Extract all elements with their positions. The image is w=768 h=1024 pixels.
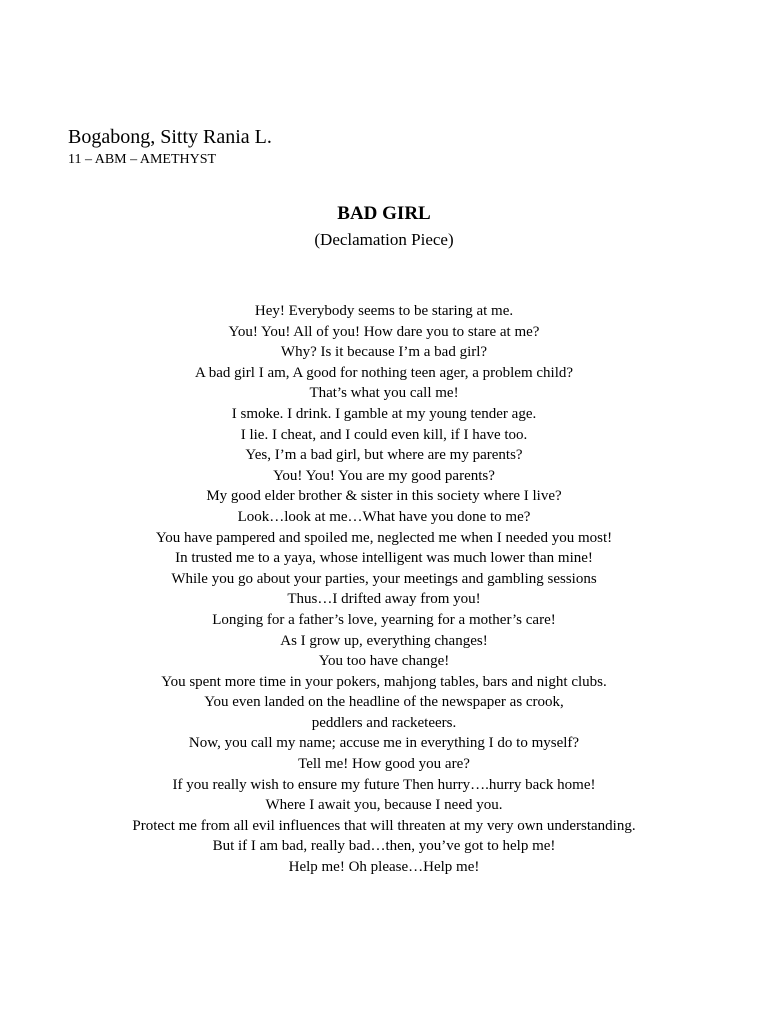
poem-line: Where I await you, because I need you.: [265, 797, 503, 814]
poem-line: Tell me! How good you are?: [298, 756, 470, 773]
poem-line: Hey! Everybody seems to be staring at me.: [254, 303, 514, 319]
poem-line: I lie. I cheat, and I could even kill, if I have too.: [240, 426, 528, 443]
poem-line: That’s what you call me!: [309, 385, 459, 402]
poem-line: My good elder brother & sister in this society where I live?: [206, 488, 562, 505]
piece-title: BAD GIRL: [337, 203, 431, 224]
poem-line: You! You! You are my good parents?: [273, 467, 495, 484]
poem-line: You! You! All of you! How dare you to stare at me?: [228, 323, 540, 340]
poem-line: You too have change!: [318, 653, 450, 670]
class-section: 11 – ABM – AMETHYST: [68, 152, 217, 167]
poem-line: A bad girl I am, A good for nothing teen ager, a problem child?: [194, 364, 574, 381]
poem-line: If you really wish to ensure my future Then hurry….hurry back home!: [172, 776, 596, 793]
poem-line: You have pampered and spoiled me, neglected me when I needed you most!: [155, 529, 613, 546]
poem-line: You spent more time in your pokers, mahjong tables, bars and night clubs.: [161, 673, 607, 690]
poem-line: Thus…I drifted away from you!: [287, 591, 481, 608]
poem-line: Longing for a father’s love, yearning for a mother’s care!: [212, 611, 556, 628]
poem-line: Why? Is it because I’m a bad girl?: [280, 344, 488, 361]
poem-line: You even landed on the headline of the newspaper as crook,: [204, 694, 564, 711]
poem-line: As I grow up, everything changes!: [280, 632, 488, 649]
poem-line: Now, you call my name; accuse me in everything I do to myself?: [188, 735, 580, 752]
poem-line: Help me! Oh please…Help me!: [288, 859, 480, 876]
poem-line: peddlers and racketeers.: [311, 714, 457, 731]
poem-line: Look…look at me…What have you done to me?: [237, 508, 531, 525]
poem-line: While you go about your parties, your meetings and gambling sessions: [171, 570, 597, 587]
poem-line: I smoke. I drink. I gamble at my young tender age.: [231, 405, 537, 422]
piece-subtitle: (Declamation Piece): [314, 230, 454, 249]
poem-line: Protect me from all evil influences that will threaten at my very own understanding.: [132, 817, 636, 834]
poem-body: [0, 301, 768, 878]
poem-line: Yes, I’m a bad girl, but where are my parents?: [245, 447, 523, 464]
author-name: Bogabong, Sitty Rania L.: [68, 126, 272, 148]
poem-line: But if I am bad, really bad…then, you’ve got to help me!: [212, 838, 556, 855]
poem-line: In trusted me to a yaya, whose intelligent was much lower than mine!: [175, 550, 593, 567]
